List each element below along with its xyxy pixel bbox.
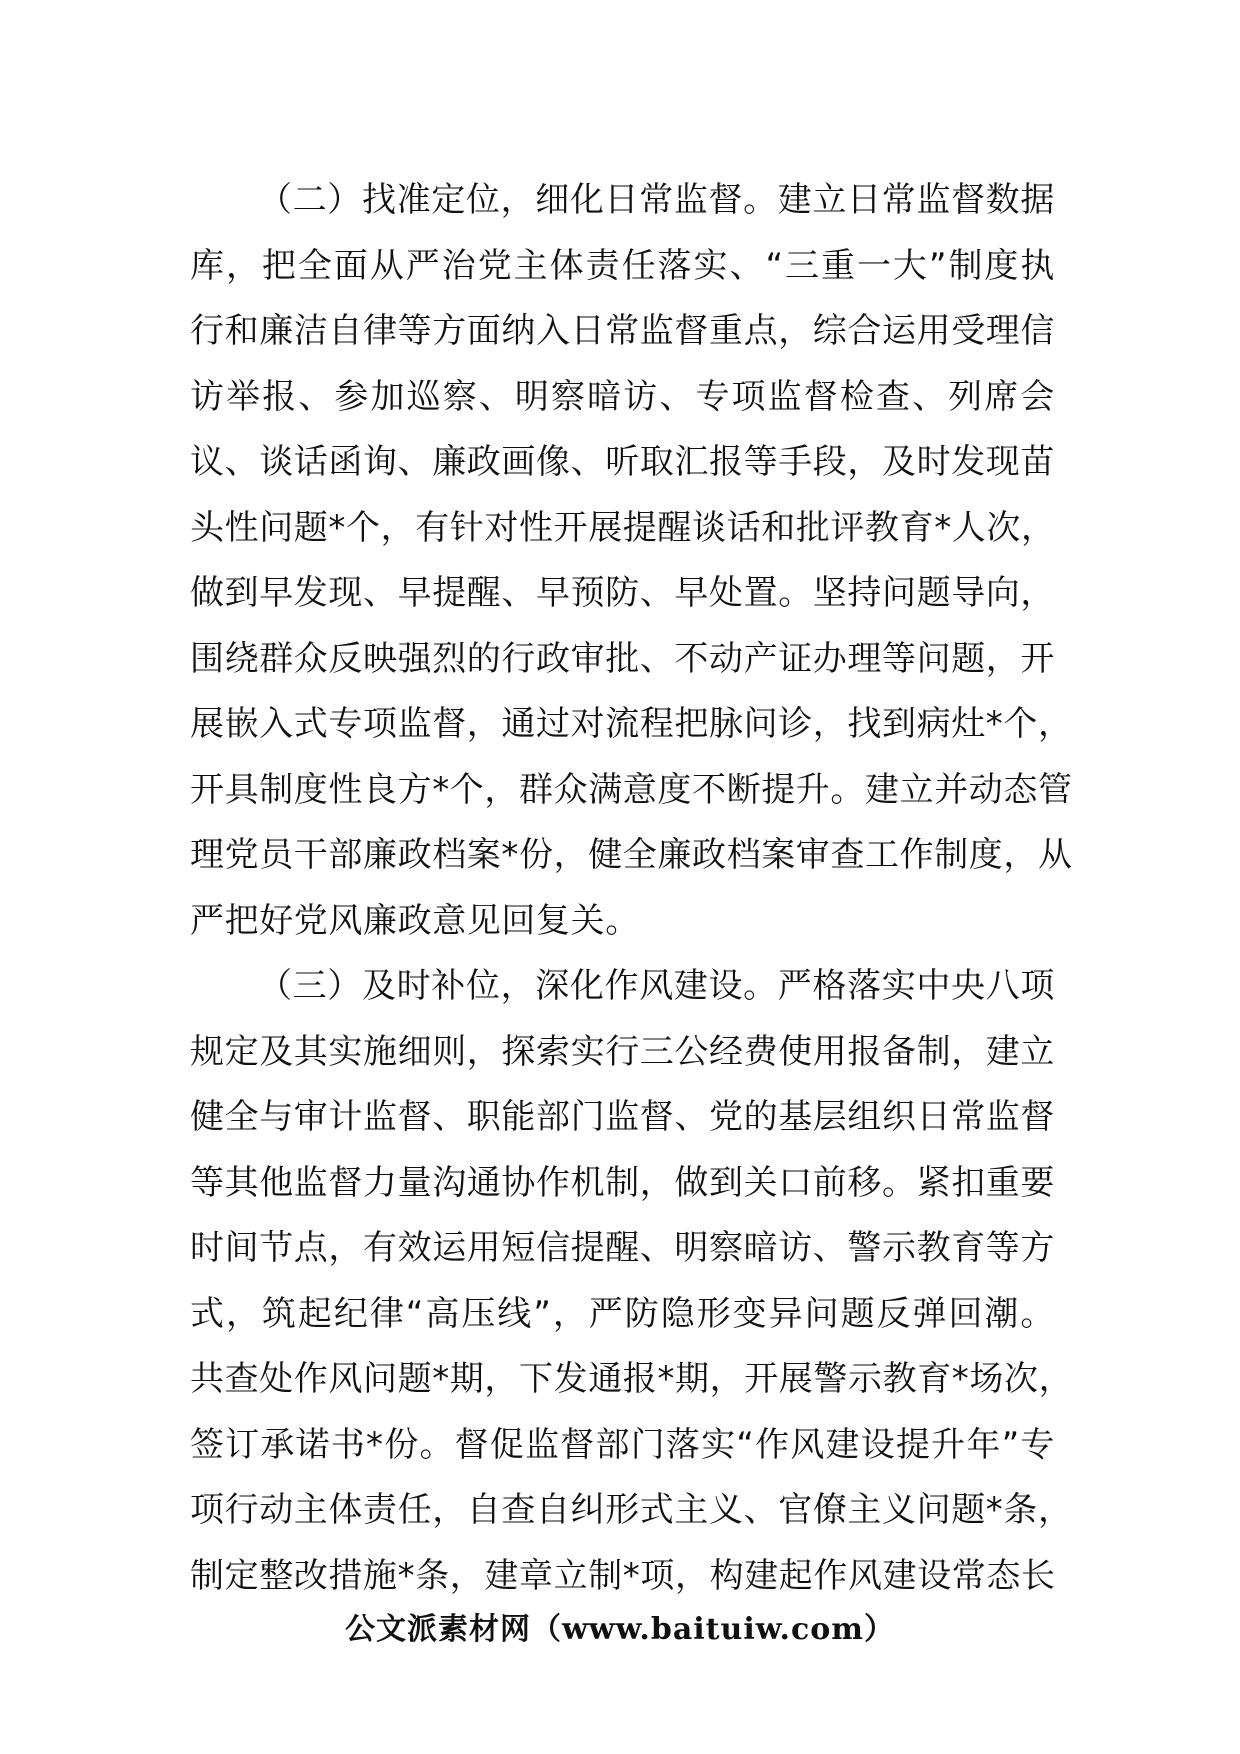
footer-watermark: 公文派素材网（www.baituiw.com） (344, 1612, 896, 1647)
text-line: 头性问题*个，有针对性开展提醒谈话和批评教育*人次， (190, 507, 1056, 548)
text-line: 理党员干部廉政档案*份，健全廉政档案审查工作制度，从 (190, 835, 1073, 875)
text-line: 规定及其实施细则，探索实行三公经费使用报备制，建立 (190, 1031, 1055, 1072)
text-line: 库，把全面从严治党主体责任落实、“三重一大”制度执 (190, 245, 1055, 286)
text-line: 等其他监督力量沟通协作机制，做到关口前移。紧扣重要 (190, 1162, 1055, 1203)
text-line: 式，筑起纪律“高压线”，严防隐形变异问题反弹回潮。 (190, 1293, 1055, 1334)
text-line: 严把好党风廉政意见回复关。 (190, 900, 640, 941)
text-line: （二）找准定位，细化日常监督。建立日常监督数据 (258, 180, 1055, 220)
text-line: 议、谈话函询、廉政画像、听取汇报等手段，及时发现苗 (190, 442, 1055, 482)
text-line: 访举报、参加巡察、明察暗访、专项监督检查、列席会 (190, 376, 1055, 417)
text-line: 制定整改措施*条，建章立制*项，构建起作风建设常态长 (190, 1555, 1056, 1596)
text-line: 做到早发现、早提醒、早预防、早处置。坚持问题导向， (190, 573, 1055, 613)
body-text (190, 168, 1074, 1609)
text-line: （三）及时补位，深化作风建设。严格落实中央八项 (258, 966, 1055, 1006)
text-line: 健全与审计监督、职能部门监督、党的基层组织日常监督 (190, 1097, 1055, 1137)
paragraph-section-2 (190, 168, 1073, 954)
paragraph-section-3 (190, 954, 1074, 1609)
text-line: 行和廉洁自律等方面纳入日常监督重点，综合运用受理信 (190, 311, 1055, 351)
text-line: 项行动主体责任，自查自纠形式主义、官僚主义问题*条， (190, 1490, 1073, 1530)
text-line: 围绕群众反映强烈的行政审批、不动产证办理等问题，开 (190, 638, 1055, 679)
text-line: 签订承诺书*份。督促监督部门落实“作风建设提升年”专 (190, 1424, 1055, 1465)
text-line: 展嵌入式专项监督，通过对流程把脉问诊，找到病灶*个， (190, 704, 1073, 744)
text-line: 开具制度性良方*个，群众满意度不断提升。建立并动态管 (190, 769, 1073, 810)
text-line: 共查处作风问题*期，下发通报*期，开展警示教育*场次， (190, 1359, 1074, 1399)
text-line: 时间节点，有效运用短信提醒、明察暗访、警示教育等方 (190, 1228, 1055, 1268)
